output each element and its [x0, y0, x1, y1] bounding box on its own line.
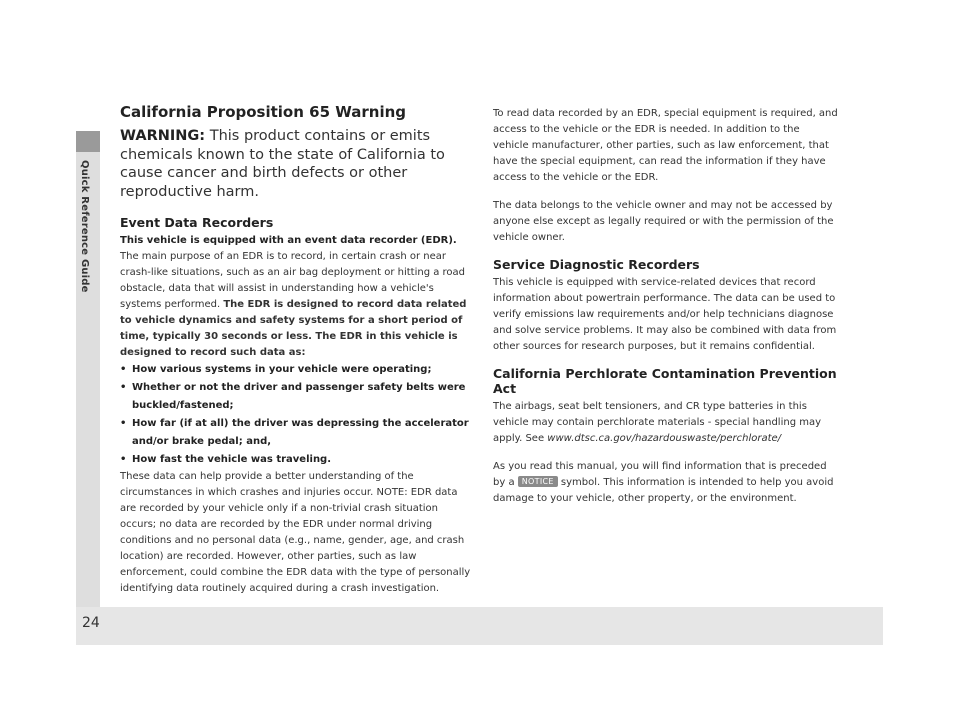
edr-paragraph-2: These data can help provide a better understanding of the circumstances in which crashes and injuries occur. NOTE: EDR data are recorded by your vehicle only if a non-trivial crash situation occurs; no data are recorded by the EDR under normal driving conditions and no personal data (e.g., name, gender, age, and crash location) are recorded. However, other parties, such as law enforcement, could combine the EDR data with the type of personally identifying data routinely acquired during a crash investigation. [120, 471, 471, 594]
edr-ownership-paragraph: The data belongs to the vehicle owner and may not be accessed by anyone else except as legally required or with the permission of the vehicle owner. [493, 200, 834, 243]
prop65-warning [120, 127, 472, 201]
perchlorate-paragraph [493, 399, 838, 447]
edr-read-paragraph: To read data recorded by an EDR, special equipment is required, and access to the vehicle or the EDR is needed. In addition to the vehicle manufacturer, other parties, such as law enforcement, that have the special equipment, can read the information if they have access to the vehicle or the EDR. [493, 108, 838, 183]
edr-paragraph-1 [120, 249, 472, 361]
notice-badge: NOTICE [518, 476, 558, 487]
side-tab-marker [76, 131, 100, 152]
right-column [493, 106, 838, 507]
perchlorate-heading: California Perchlorate Contamination Prevention Act [493, 366, 837, 396]
notice-post-text: symbol. This information is intended to help you avoid damage to your vehicle, other property, or the environment. [493, 477, 834, 504]
sidebar-section-label: Quick Reference Guide [79, 160, 90, 293]
edr-heading: Event Data Recorders [120, 215, 274, 230]
list-item: • Whether or not the driver and passenger safety belts were buckled/fastened; [120, 379, 472, 415]
list-item: • How fast the vehicle was traveling. [120, 451, 472, 469]
notice-paragraph [493, 459, 838, 507]
perchlorate-text: The airbags, seat belt tensioners, and CR type batteries in this vehicle may contain perchlorate materials - special handling may apply. See [493, 401, 822, 444]
notice-pre-text: As you read this manual, you will find information that is preceded by a [493, 461, 827, 488]
list-item: • How various systems in your vehicle were operating; [120, 361, 472, 379]
edr-bullet-list [120, 361, 472, 469]
edr-p1-bold: The EDR is designed to record data related to vehicle dynamics and safety systems for a short period of time, typically 30 seconds or less. The EDR in this vehicle is designed to record such data as: [120, 299, 467, 358]
warning-label: WARNING: [120, 128, 206, 144]
edr-intro: This vehicle is equipped with an event data recorder (EDR). [120, 235, 457, 246]
prop65-title: California Proposition 65 Warning [120, 103, 406, 121]
edr-p1-text: The main purpose of an EDR is to record, in certain crash or near crash-like situations, such as an air bag deployment or hitting a road obstacle, data that will assist in understanding how a vehicle's systems performed. [120, 251, 466, 310]
footer-band [76, 607, 883, 645]
perchlorate-url: www.dtsc.ca.gov/hazardouswaste/perchlorate/ [547, 433, 782, 444]
sdr-heading: Service Diagnostic Recorders [493, 257, 700, 272]
warning-text: This product contains or emits chemicals known to the state of California to cause cancer and birth defects or other reproductive harm. [120, 128, 445, 200]
sdr-paragraph: This vehicle is equipped with service-related devices that record information about powertrain performance. The data can be used to verify emissions law requirements and/or help technicians diagnose and solve service problems. It may also be combined with data from other sources for research purposes, but it remains confidential. [493, 277, 837, 352]
page-number: 24 [82, 615, 100, 631]
left-column [120, 103, 472, 597]
list-item: • How far (if at all) the driver was depressing the accelerator and/or brake pedal; and, [120, 415, 472, 451]
